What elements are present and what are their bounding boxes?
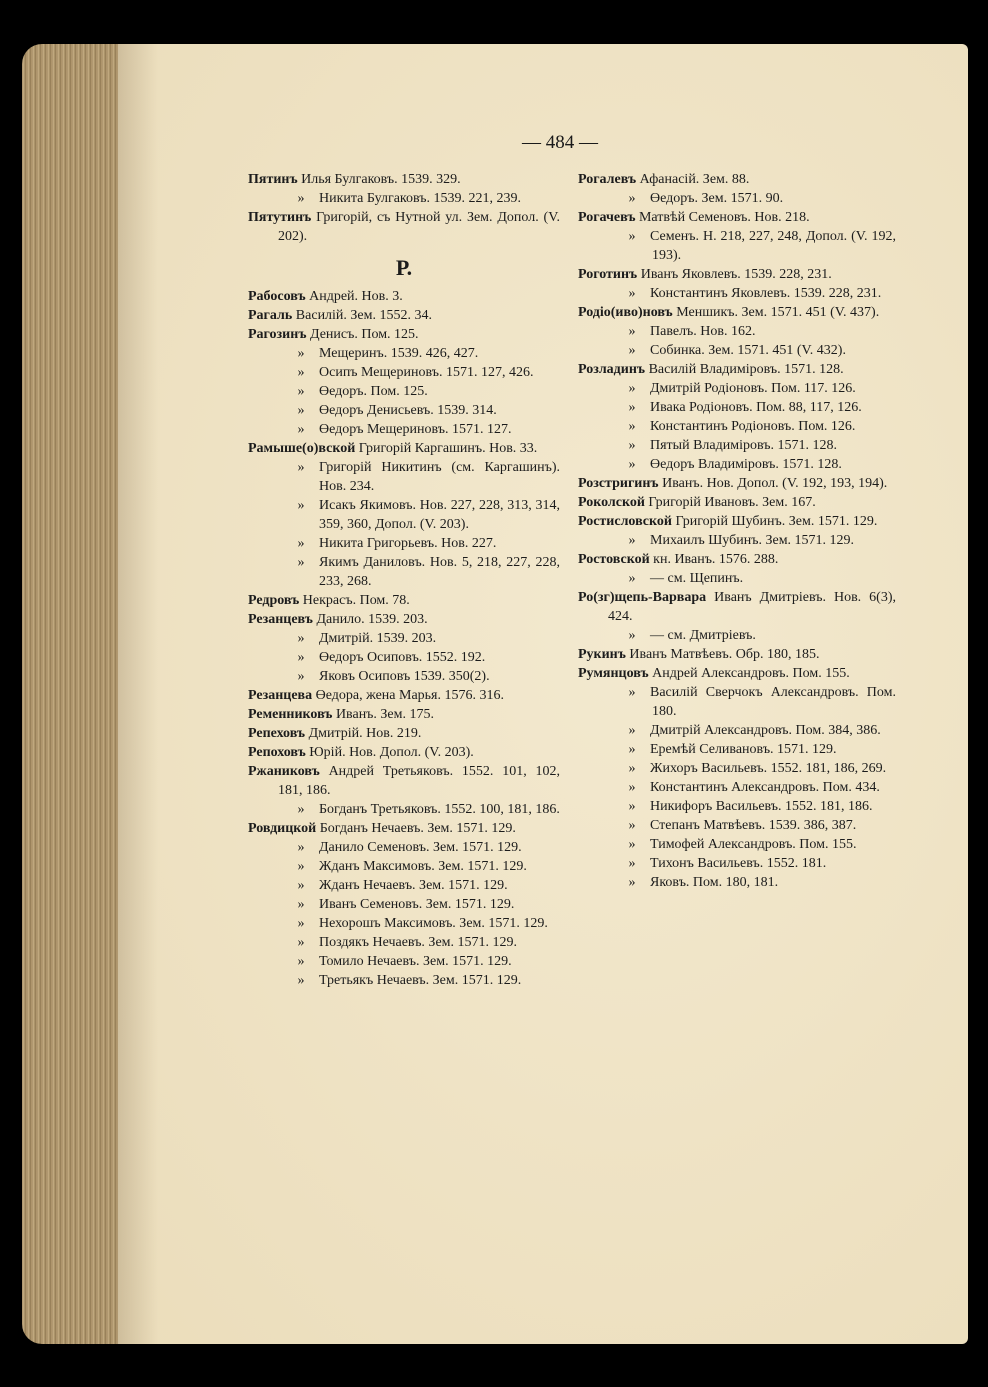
surname: Ростисловской [578, 514, 672, 529]
sub-entry [578, 854, 896, 873]
surname: Рогачевъ [578, 210, 636, 225]
ditto-mark: » [297, 935, 305, 950]
sub-entry [248, 629, 560, 648]
surname: Резанцевъ [248, 612, 313, 627]
ditto-mark: » [628, 856, 636, 871]
entry-text: Осипъ Мещериновъ. 1571. 127, 426. [319, 365, 534, 380]
sub-entry [248, 895, 560, 914]
sub-entry [578, 398, 896, 417]
ditto-mark: » [297, 191, 305, 206]
sub-entry [248, 971, 560, 990]
sub-entry [248, 344, 560, 363]
index-entry [578, 493, 896, 512]
ditto-mark: » [297, 650, 305, 665]
entry-text: Андрей Третьяковъ. 1552. 101, 102, 181, 186. [278, 764, 560, 798]
sub-entry [578, 227, 896, 265]
index-entry [578, 265, 896, 284]
entry-text: Өедоръ. Пом. 125. [319, 384, 428, 399]
entry-text: Данило. 1539. 203. [316, 612, 428, 627]
sub-entry [248, 382, 560, 401]
surname: Розладинъ [578, 362, 646, 377]
index-entry [248, 705, 560, 724]
sub-entry [248, 838, 560, 857]
entry-text: Меншикъ. Зем. 1571. 451 (V. 437). [676, 305, 880, 320]
ditto-mark: » [628, 571, 636, 586]
sub-entry [578, 436, 896, 455]
sub-entry [248, 648, 560, 667]
entry-text: Тимофей Александровъ. Пом. 155. [650, 837, 857, 852]
ditto-mark: » [628, 628, 636, 643]
entry-text: Григорій Каргашинъ. Нов. 33. [358, 441, 538, 456]
index-entry [248, 819, 560, 838]
ditto-mark: » [297, 802, 305, 817]
entry-text: Исакъ Якимовъ. Нов. 227, 228, 313, 314, 359, 360, Допол. (V. 203). [319, 498, 560, 532]
ditto-mark: » [628, 286, 636, 301]
entry-text: Павелъ. Нов. 162. [650, 324, 756, 339]
entry-text: Константинъ Яковлевъ. 1539. 228, 231. [650, 286, 882, 301]
sub-entry [578, 189, 896, 208]
index-entry [248, 724, 560, 743]
index-entry [248, 686, 560, 705]
left-column [248, 170, 560, 990]
ditto-mark: » [628, 685, 636, 700]
ditto-mark: » [297, 460, 305, 475]
entry-text: Степанъ Матвѣевъ. 1539. 386, 387. [650, 818, 857, 833]
entry-text: Иванъ. Нов. Допол. (V. 192, 193, 194). [662, 476, 888, 491]
entry-text: Томило Нечаевъ. Зем. 1571. 129. [319, 954, 512, 969]
sub-entry [578, 759, 896, 778]
ditto-mark: » [297, 954, 305, 969]
index-entry [248, 743, 560, 762]
entry-text: Никита Григорьевъ. Нов. 227. [319, 536, 497, 551]
ditto-mark: » [297, 631, 305, 646]
entry-text: Василій Сверчокъ Александровъ. Пом. 180. [650, 685, 896, 719]
ditto-mark: » [297, 498, 305, 513]
index-entry [248, 208, 560, 246]
ditto-mark: » [628, 229, 636, 244]
index-entry [248, 439, 560, 458]
sub-entry [578, 740, 896, 759]
sub-entry [248, 667, 560, 686]
ditto-mark: » [628, 191, 636, 206]
entry-text: Жданъ Максимовъ. Зем. 1571. 129. [319, 859, 527, 874]
sub-entry [578, 379, 896, 398]
ditto-mark: » [628, 742, 636, 757]
surname: Рогалевъ [578, 172, 637, 187]
index-entry [578, 170, 896, 189]
ditto-mark: » [297, 916, 305, 931]
entry-text: Пятый Владиміровъ. 1571. 128. [650, 438, 837, 453]
entry-text: Дмитрій Александровъ. Пом. 384, 386. [650, 723, 881, 738]
entry-text: Жданъ Нечаевъ. Зем. 1571. 129. [319, 878, 508, 893]
index-entry [248, 306, 560, 325]
entry-text: Богданъ Нечаевъ. Зем. 1571. 129. [319, 821, 516, 836]
surname: Ровдицкой [248, 821, 317, 836]
ditto-mark: » [628, 799, 636, 814]
ditto-mark: » [297, 555, 305, 570]
sub-entry [578, 721, 896, 740]
index-entry [248, 170, 560, 189]
index-entry [578, 588, 896, 626]
ditto-mark: » [628, 438, 636, 453]
entry-text: Мещеринъ. 1539. 426, 427. [319, 346, 479, 361]
surname: Ржаниковъ [248, 764, 320, 779]
entry-text: Никифоръ Васильевъ. 1552. 181, 186. [650, 799, 873, 814]
entry-text: — см. Дмитріевъ. [650, 628, 756, 643]
index-entry [248, 610, 560, 629]
sub-entry [578, 683, 896, 721]
entry-text: Семенъ. Н. 218, 227, 248, Допол. (V. 192, 193). [650, 229, 896, 263]
index-entry [578, 474, 896, 493]
ditto-mark: » [297, 878, 305, 893]
surname: Розстригинъ [578, 476, 659, 491]
sub-entry [248, 914, 560, 933]
entry-text: Якимъ Даниловъ. Нов. 5, 218, 227, 228, 233, 268. [319, 555, 560, 589]
sub-entry [578, 455, 896, 474]
surname: Рамыше(о)вской [248, 441, 356, 456]
sub-entry [578, 531, 896, 550]
entry-text: Жихоръ Васильевъ. 1552. 181, 186, 269. [650, 761, 887, 776]
ditto-mark: » [628, 343, 636, 358]
entry-text: Василій Владиміровъ. 1571. 128. [648, 362, 844, 377]
ditto-mark: » [628, 818, 636, 833]
index-entry [578, 360, 896, 379]
surname: Румянцовъ [578, 666, 649, 681]
ditto-mark: » [297, 840, 305, 855]
surname: Ростовской [578, 552, 650, 567]
ditto-mark: » [297, 346, 305, 361]
entry-text: Өедоръ. Зем. 1571. 90. [650, 191, 784, 206]
entry-text: Илья Булгаковъ. 1539. 329. [301, 172, 461, 187]
ditto-mark: » [628, 837, 636, 852]
index-entry [578, 512, 896, 531]
sub-entry [578, 341, 896, 360]
entry-text: Еремѣй Селивановъ. 1571. 129. [650, 742, 837, 757]
ditto-mark: » [628, 533, 636, 548]
entry-text: Өедоръ Денисьевъ. 1539. 314. [319, 403, 497, 418]
entry-text: Константинъ Александровъ. Пом. 434. [650, 780, 880, 795]
entry-text: Иванъ Дмитріевъ. Нов. 6(3), 424. [608, 590, 897, 624]
surname: Пятинъ [248, 172, 298, 187]
index-entry [248, 287, 560, 306]
sub-entry [578, 778, 896, 797]
ditto-mark: » [297, 897, 305, 912]
ditto-mark: » [297, 973, 305, 988]
ditto-mark: » [628, 381, 636, 396]
surname: Рагозинъ [248, 327, 307, 342]
entry-text: Юрій. Нов. Допол. (V. 203). [309, 745, 474, 760]
ditto-mark: » [628, 400, 636, 415]
sub-entry [248, 800, 560, 819]
page-number: — 484 — [522, 132, 598, 153]
entry-text: Василій. Зем. 1552. 34. [295, 308, 433, 323]
index-entry [248, 591, 560, 610]
entry-text: Григорій, съ Нутной ул. Зем. Допол. (V. 202). [278, 210, 560, 244]
sub-entry [248, 857, 560, 876]
ditto-mark: » [628, 419, 636, 434]
surname: Рагаль [248, 308, 293, 323]
surname: Родіо(иво)новъ [578, 305, 673, 320]
index-entry [578, 208, 896, 227]
entry-text: Собинка. Зем. 1571. 451 (V. 432). [650, 343, 846, 358]
entry-text: — см. Щепинъ. [650, 571, 744, 586]
entry-text: кн. Иванъ. 1576. 288. [653, 552, 779, 567]
entry-text: Григорій Никитинъ (см. Каргашинъ). Нов. 234. [319, 460, 560, 494]
right-column [578, 170, 896, 892]
entry-text: Данило Семеновъ. Зем. 1571. 129. [319, 840, 522, 855]
ditto-mark: » [628, 324, 636, 339]
entry-text: Өедоръ Владиміровъ. 1571. 128. [650, 457, 842, 472]
sub-entry [578, 626, 896, 645]
sub-entry [248, 458, 560, 496]
sub-entry [248, 553, 560, 591]
ditto-mark: » [297, 403, 305, 418]
ditto-mark: » [628, 457, 636, 472]
entry-text: Константинъ Родіоновъ. Пом. 126. [650, 419, 856, 434]
entry-text: Нехорошъ Максимовъ. Зем. 1571. 129. [319, 916, 548, 931]
entry-text: Өедора, жена Марья. 1576. 316. [315, 688, 504, 703]
sub-entry [248, 496, 560, 534]
sub-entry [248, 933, 560, 952]
sub-entry [248, 189, 560, 208]
entry-text: Яковъ. Пом. 180, 181. [650, 875, 779, 890]
sub-entry [248, 401, 560, 420]
entry-text: Өедоръ Осиповъ. 1552. 192. [319, 650, 486, 665]
index-entry [578, 645, 896, 664]
sub-entry [248, 534, 560, 553]
entry-text: Иванъ Семеновъ. Зем. 1571. 129. [319, 897, 515, 912]
sub-entry [578, 797, 896, 816]
entry-text: Ивака Родіоновъ. Пом. 88, 117, 126. [650, 400, 862, 415]
sub-entry [578, 322, 896, 341]
entry-text: Андрей. Нов. 3. [309, 289, 403, 304]
entry-text: Третьякъ Нечаевъ. Зем. 1571. 129. [319, 973, 522, 988]
sub-entry [248, 363, 560, 382]
entry-text: Андрей Александровъ. Пом. 155. [652, 666, 850, 681]
entry-text: Поздякъ Нечаевъ. Зем. 1571. 129. [319, 935, 518, 950]
entry-text: Тихонъ Васильевъ. 1552. 181. [650, 856, 827, 871]
entry-text: Дмитрій Родіоновъ. Пом. 117. 126. [650, 381, 856, 396]
ditto-mark: » [297, 859, 305, 874]
sub-entry [578, 284, 896, 303]
sub-entry [578, 816, 896, 835]
entry-text: Богданъ Третьяковъ. 1552. 100, 181, 186. [319, 802, 560, 817]
index-entry [578, 303, 896, 322]
section-letter: Р. [395, 255, 413, 280]
entry-text: Григорій Ивановъ. Зем. 167. [648, 495, 816, 510]
surname: Рукинъ [578, 647, 626, 662]
ditto-mark: » [297, 365, 305, 380]
surname: Роготинъ [578, 267, 638, 282]
surname: Ро(зг)щепь-Варвара [578, 590, 707, 605]
entry-text: Иванъ Яковлевъ. 1539. 228, 231. [640, 267, 832, 282]
entry-text: Михаилъ Шубинъ. Зем. 1571. 129. [650, 533, 855, 548]
entry-text: Матвѣй Семеновъ. Нов. 218. [638, 210, 810, 225]
ditto-mark: » [297, 536, 305, 551]
ditto-mark: » [297, 422, 305, 437]
index-entry [578, 664, 896, 683]
index-entry [248, 762, 560, 800]
sub-entry [248, 420, 560, 439]
index-entry [248, 325, 560, 344]
surname: Репеховъ [248, 726, 306, 741]
entry-text: Денисъ. Пом. 125. [309, 327, 419, 342]
surname: Пятутинъ [248, 210, 312, 225]
index-entry [578, 550, 896, 569]
sub-entry [248, 952, 560, 971]
sub-entry [248, 876, 560, 895]
entry-text: Өедоръ Мещериновъ. 1571. 127. [319, 422, 512, 437]
entry-text: Григорій Шубинъ. Зем. 1571. 129. [675, 514, 878, 529]
ditto-mark: » [628, 761, 636, 776]
entry-text: Афанасій. Зем. 88. [639, 172, 750, 187]
sub-entry [578, 873, 896, 892]
surname: Репоховъ [248, 745, 306, 760]
sub-entry [578, 569, 896, 588]
sub-entry [578, 835, 896, 854]
surname: Редровъ [248, 593, 300, 608]
ditto-mark: » [628, 875, 636, 890]
entry-text: Никита Булгаковъ. 1539. 221, 239. [319, 191, 522, 206]
entry-text: Иванъ Матвѣевъ. Обр. 180, 185. [629, 647, 820, 662]
entry-text: Иванъ. Зем. 175. [335, 707, 435, 722]
entry-text: Некрасъ. Пом. 78. [302, 593, 410, 608]
surname: Рабосовъ [248, 289, 306, 304]
surname: Резанцева [248, 688, 313, 703]
entry-text: Яковъ Осиповъ 1539. 350(2). [319, 669, 490, 684]
surname: Роколской [578, 495, 645, 510]
entry-text: Дмитрій. Нов. 219. [308, 726, 422, 741]
sub-entry [578, 417, 896, 436]
ditto-mark: » [628, 723, 636, 738]
ditto-mark: » [297, 669, 305, 684]
ditto-mark: » [628, 780, 636, 795]
ditto-mark: » [297, 384, 305, 399]
surname: Ременниковъ [248, 707, 333, 722]
entry-text: Дмитрій. 1539. 203. [319, 631, 437, 646]
